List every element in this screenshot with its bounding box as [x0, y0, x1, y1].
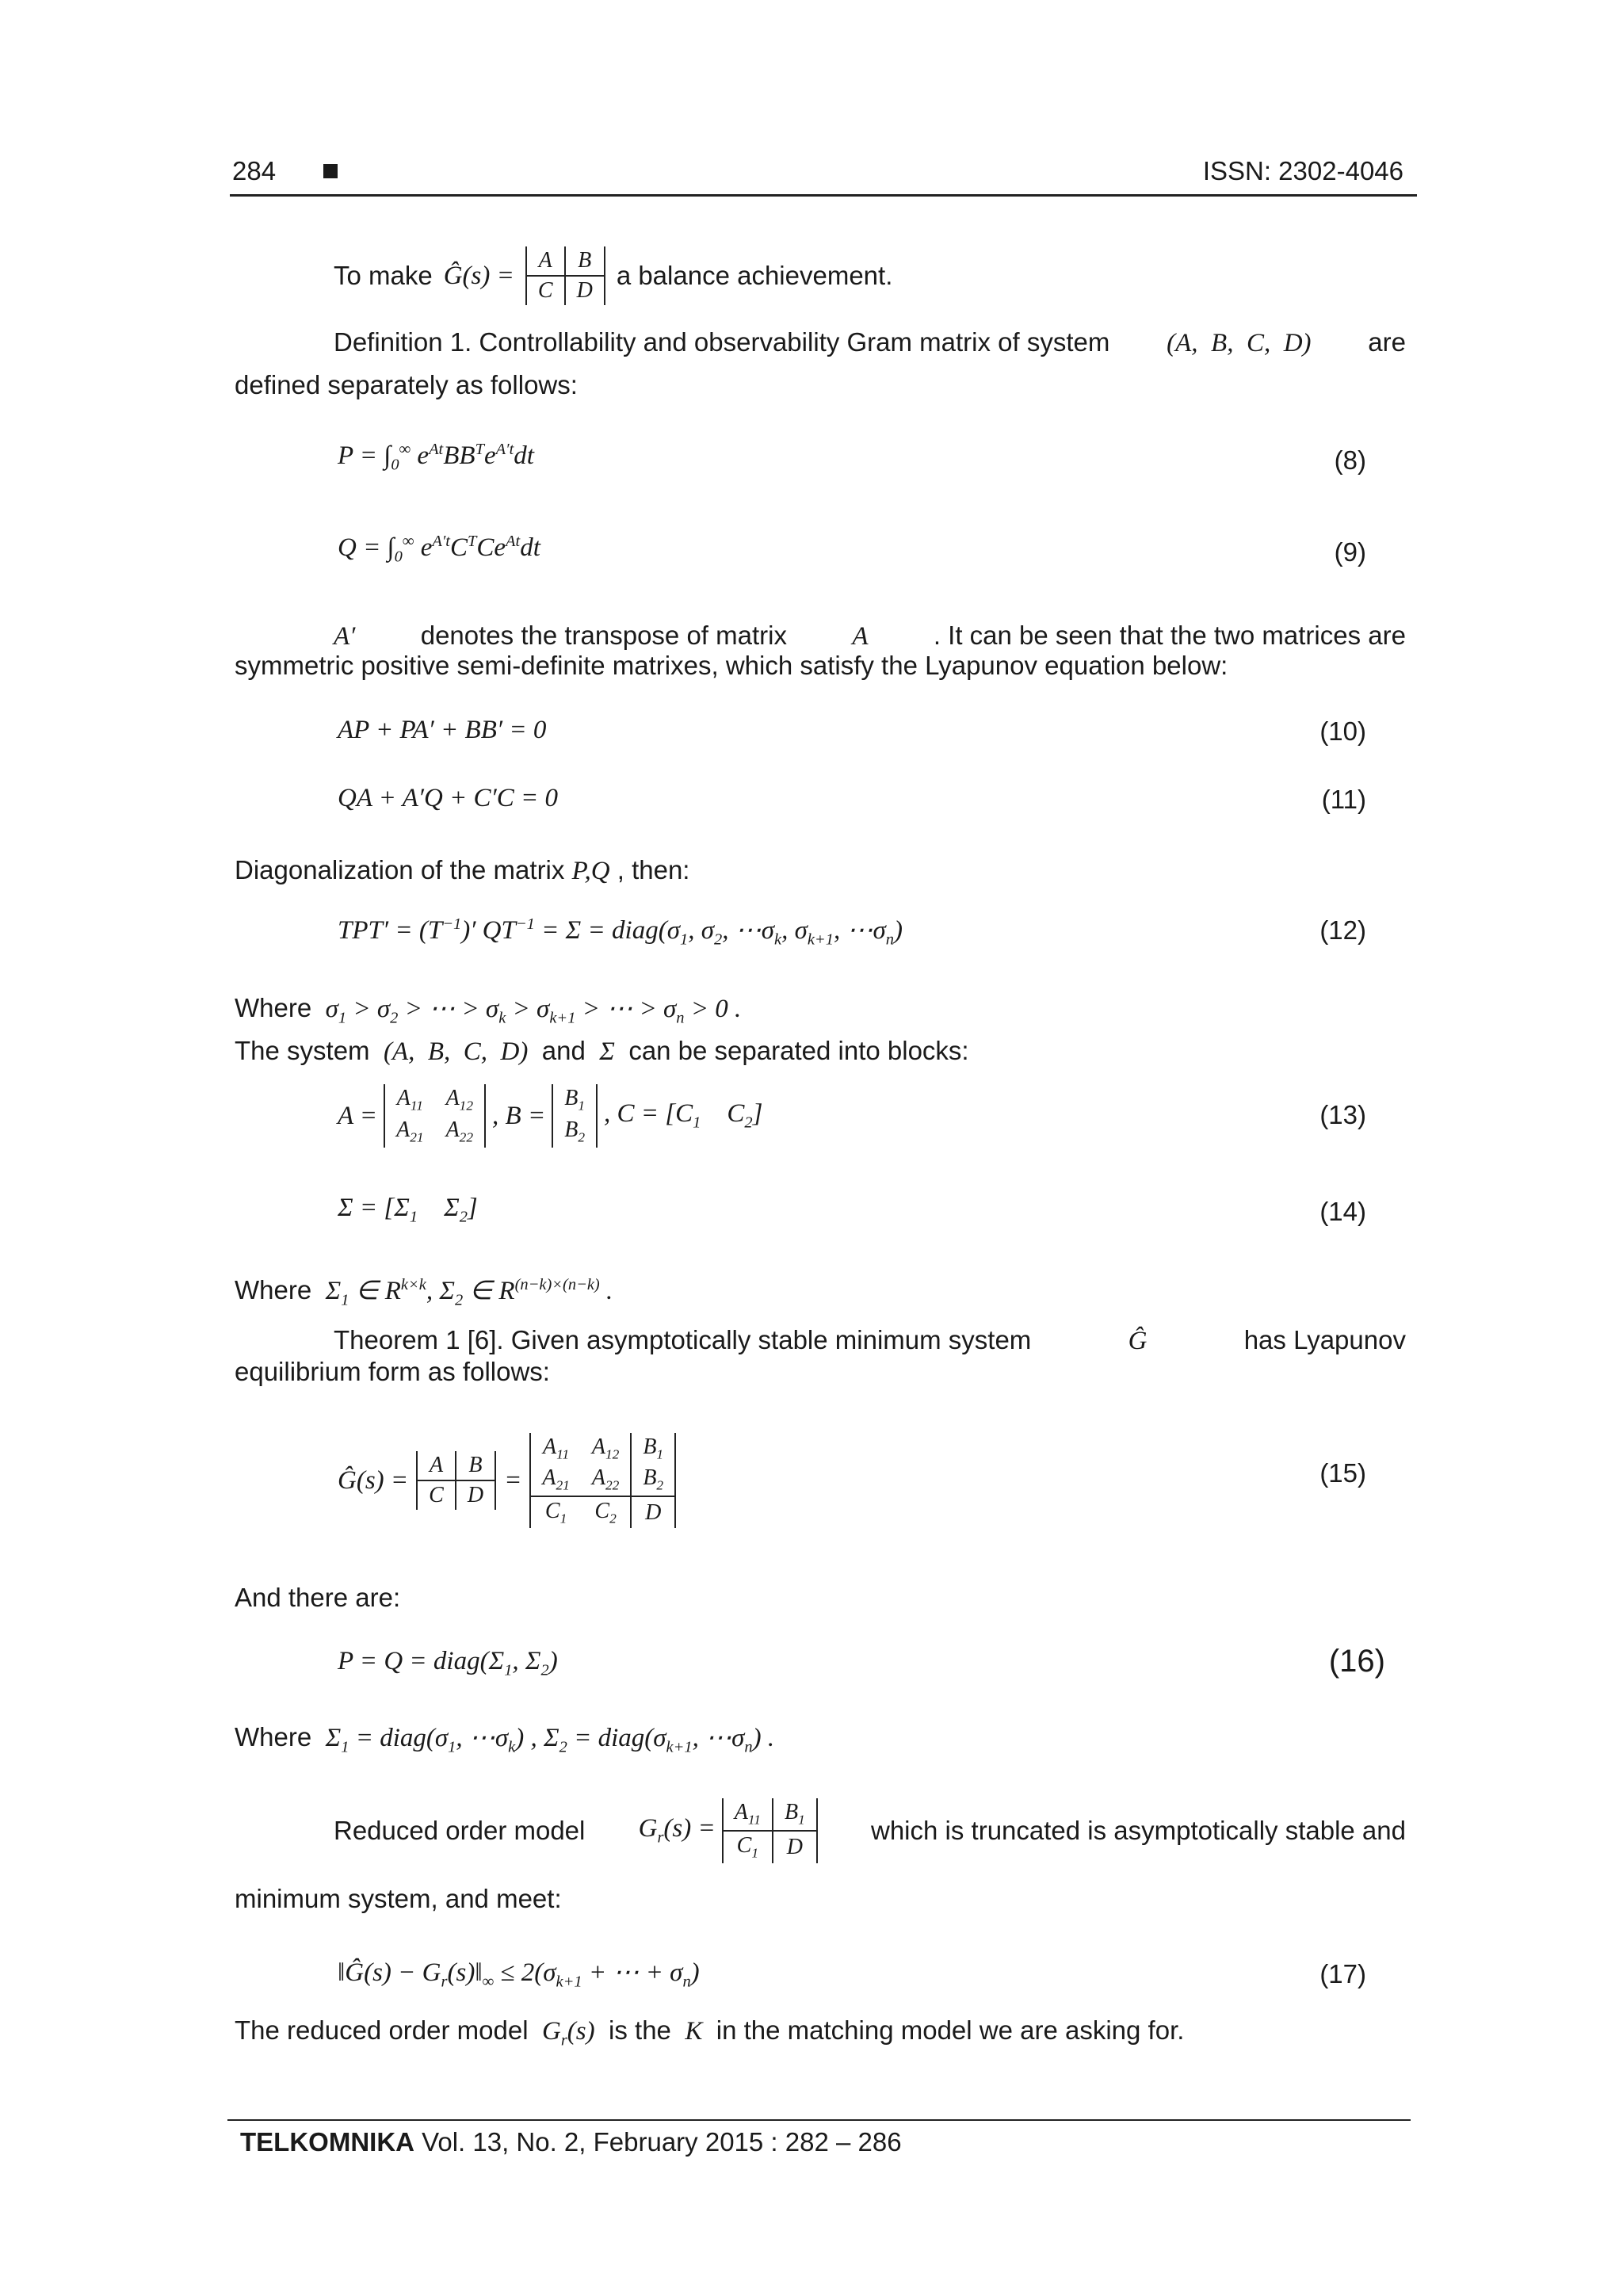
definition-line-1 [334, 327, 1406, 360]
reduced-line-2: minimum system, and meet: [235, 1884, 562, 1913]
equation-number-11: (11) [1321, 785, 1366, 814]
balanced-block-matrix: $A_{11}$ $A_{12}$ $B_1$ $A_{21}$ $A_{22}$ $B_2$ $C_1$ $C_2$ D [529, 1433, 676, 1529]
b-equals: , B = [492, 1101, 546, 1130]
transpose-end: . It can be seen that the two matrices are [933, 621, 1406, 650]
header-rule [230, 194, 1417, 197]
definition-line-2: defined separately as follows: [235, 370, 578, 399]
ghat-expression: Ĝ(s) = [443, 261, 514, 290]
equation-12: $TPT' = (T^{-1})'$ $QT^{-1} = \Sigma$ = $diag(\sigma_1$, $\sigma_2$, $\cdots\sigma_k$, $\sigma_{k+1}$, $\cdots\sigma_n$) [338, 915, 903, 949]
state-space-matrix: A B C D [525, 246, 605, 305]
gr-equals: $G_r(s)$ = [638, 1814, 716, 1847]
equation-15 [338, 1417, 676, 1544]
page-number: 284 [232, 156, 277, 185]
where-ordering-line [235, 992, 741, 1028]
system-blocks-text-3: can be separated into blocks: [628, 1036, 969, 1065]
equation-number-14: (14) [1319, 1197, 1366, 1226]
where-spaces-line [235, 1274, 613, 1310]
footer-volume: Vol. 13, No. 2, February 2015 : 282 – 286 [414, 2127, 902, 2157]
equation-number-16: (16) [1328, 1644, 1385, 1679]
k-symbol: K [678, 2017, 709, 2046]
ghat-symbol: Ĝ [1128, 1327, 1148, 1355]
c-equals: , $C = [C_1$ $C_2$] [604, 1099, 763, 1132]
reduced-matrix: $A_{11}$ $B_1$ $C_1$ D [722, 1798, 818, 1862]
where-text-1: Where [235, 993, 312, 1022]
equation-16: $P = Q = diag(\Sigma_1$, $\Sigma_2$) [338, 1647, 558, 1679]
diagonalization-line [235, 854, 689, 888]
to-make-text: To make [334, 261, 433, 291]
theorem-end: has Lyapunov [1243, 1325, 1406, 1354]
equation-number-17: (17) [1319, 1959, 1366, 1988]
system-tuple-2: (A, B, C, D) [376, 1037, 535, 1066]
final-line [235, 2015, 1184, 2050]
equation-number-10: (10) [1319, 716, 1366, 746]
reduced-line-1 [334, 1793, 1406, 1869]
equation-13 [338, 1078, 762, 1154]
sigma-definitions: $\Sigma_1$ = $diag(\sigma_1$, $\cdots\sigma_k$) , $\Sigma_2$ = $diag(\sigma_{k+1}$, $\cdots\sigma_n$) . [319, 1724, 775, 1756]
final-text-1: The reduced order model [235, 2015, 529, 2045]
equation-17: ‖Ĝ(s) − $G_r(s)‖_\infty \le 2(\sigma_{k+1}$ + ⋯ + $\sigma_n$) [338, 1958, 700, 1991]
matrix-a-blocks: $A_{11}$ $A_{12}$ $A_{21}$ $A_{22}$ [384, 1084, 486, 1147]
transpose-line-2: symmetric positive semi-definite matrixes, which satisfy the Lyapunov equation below: [235, 651, 1228, 680]
where-definitions-line [235, 1721, 774, 1757]
a-symbol: A [852, 622, 869, 651]
equation-9: $Q = \int_0^\infty$ $e^{A't}C^TCe^{At}dt$ [338, 533, 540, 566]
final-text-2: is the [609, 2015, 671, 2045]
theorem-text: Theorem 1 [6]. Given asymptotically stable minimum system [334, 1325, 1032, 1354]
matrix-b-blocks: $B_1$ $B_2$ [552, 1084, 598, 1147]
equation-number-8: (8) [1334, 445, 1366, 475]
equation-number-13: (13) [1319, 1100, 1366, 1129]
system-tuple: (A, B, C, D) [1167, 329, 1312, 357]
where-text-3: Where [235, 1722, 312, 1752]
and-there-are: And there are: [235, 1583, 401, 1612]
definition-end: are [1368, 327, 1406, 357]
transpose-text: denotes the transpose of matrix [420, 621, 787, 650]
square-bullet-icon [323, 164, 338, 178]
reduced-end: which is truncated is asymptotically stable and [871, 1816, 1406, 1846]
pq-symbols: P,Q [571, 857, 610, 885]
definition-text: Definition 1. Controllability and observability Gram matrix of system [334, 327, 1110, 357]
sigma-spaces: $\Sigma_1$ ∈ $R^{k\times k}$, $\Sigma_2$ ∈ $R^{(n-k)\times(n-k)}$ . [319, 1276, 613, 1309]
theorem-line-1 [334, 1324, 1406, 1358]
reduced-model-expression [639, 1798, 818, 1862]
equation-10: AP + PA′ + BB′ = 0 [338, 716, 547, 744]
sigma-ordering: $\sigma_1 > \sigma_2$ > ⋯ > $\sigma_k > \sigma_{k+1}$ > ⋯ > $\sigma_n > 0$ . [319, 995, 742, 1027]
gr-symbol: $G_r(s)$ [535, 2017, 601, 2050]
diagonalization-end: , then: [617, 855, 690, 884]
system-blocks-line [235, 1035, 969, 1068]
ghat-equals: Ĝ(s) = [338, 1465, 409, 1495]
theorem-line-2: equilibrium form as follows: [235, 1357, 550, 1386]
reduced-text: Reduced order model [334, 1816, 586, 1846]
transpose-line-1 [334, 620, 1406, 653]
equation-number-9: (9) [1334, 537, 1366, 567]
a-prime-symbol: A′ [334, 622, 356, 651]
equation-14: $\Sigma = [\Sigma_1$ $\Sigma_2$] [338, 1194, 478, 1226]
equation-11: QA + A′Q + C′C = 0 [338, 784, 559, 812]
equation-number-12: (12) [1319, 915, 1366, 945]
system-blocks-text-1: The system [235, 1036, 370, 1065]
footer-journal: TELKOMNIKA [240, 2127, 414, 2157]
balance-sentence [334, 238, 892, 314]
final-text-3: in the matching model we are asking for. [716, 2015, 1185, 2045]
to-make-end-text: a balance achievement. [616, 261, 893, 291]
equation-8: $P = \int_0^\infty$ $e^{At}BB^Te^{A't}dt$ [338, 441, 534, 474]
equals-sign: = [504, 1465, 522, 1495]
state-space-matrix-2: A B C D [416, 1451, 496, 1510]
footer-rule [227, 2119, 1411, 2121]
issn: ISSN: 2302-4046 [1202, 156, 1403, 185]
footer-citation [240, 2126, 902, 2158]
system-blocks-text-2: and [541, 1036, 586, 1065]
where-text-2: Where [235, 1275, 312, 1305]
sigma-symbol: Σ [593, 1037, 622, 1066]
diagonalization-text: Diagonalization of the matrix [235, 855, 565, 884]
a-equals: A = [338, 1101, 378, 1130]
equation-number-15: (15) [1319, 1458, 1366, 1488]
